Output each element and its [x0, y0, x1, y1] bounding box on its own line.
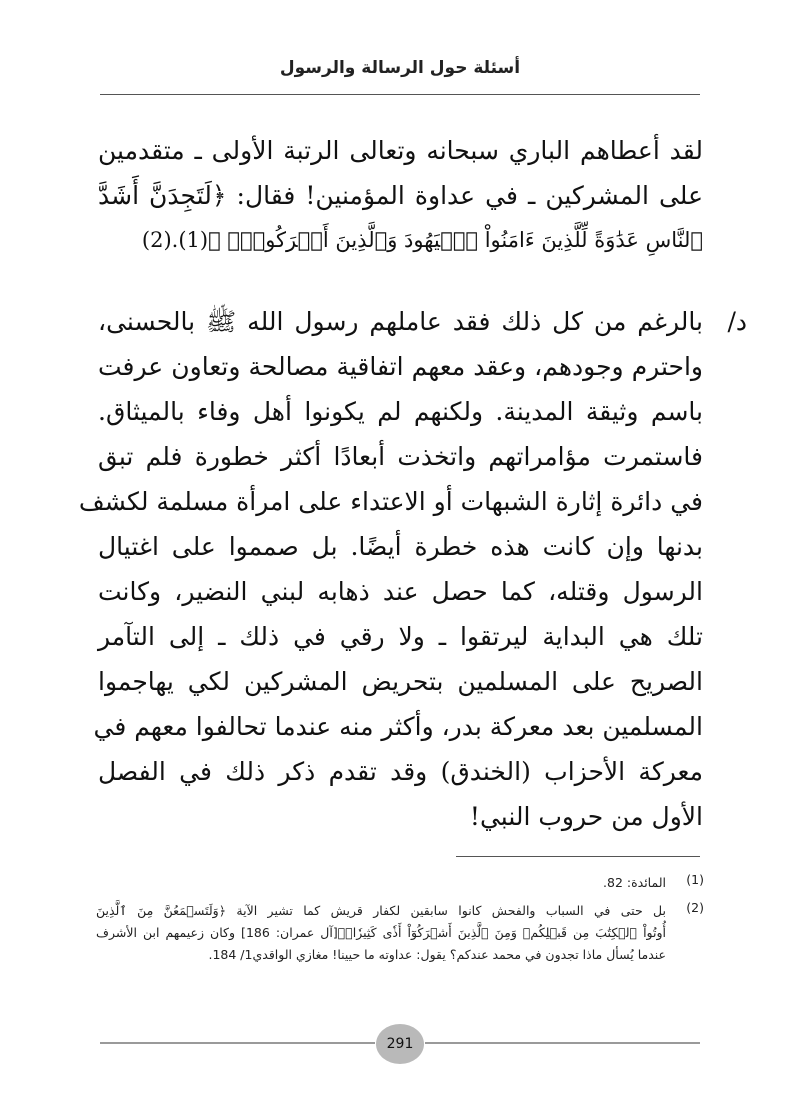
text-line: بدنها وإن كانت هذه خطرة أيضًا. بل صمموا على اغتيال	[98, 532, 703, 561]
list-item-dal	[78, 299, 747, 839]
footer-divider-left	[100, 1042, 375, 1044]
text-line: الأول من حروب النبي!	[469, 802, 703, 831]
quran-verse-line: ٱلنَّاسِ عَدَٰوَةً لِّلَّذِينَ ءَامَنُواْ ٱلۡيَهُودَ وَٱلَّذِينَ أَشۡرَكُواْۖ ﴾(1).(2)	[141, 228, 703, 252]
text-line: المسلمين بعد معركة بدر، وأكثر منه عندما تحالفوا معهم في	[93, 712, 703, 741]
page-number: 291	[376, 1024, 424, 1064]
paragraph	[98, 128, 703, 263]
text-line: باسم وثيقة المدينة. ولكنهم لم يكونوا أهل وفاء بالميثاق.	[98, 397, 703, 426]
running-header: أسئلة حول الرسالة والرسول	[279, 58, 521, 78]
text-line: على المشركين ـ في عداوة المؤمنين! فقال: ﴿لَتَجِدَنَّ أَشَدَّ	[98, 181, 703, 210]
footnotes	[96, 872, 704, 966]
text-line: واحترم وجودهم، وعقد معهم اتفاقية مصالحة وتعاون عرفت	[98, 352, 703, 381]
footnote-line: المائدة: 82.	[603, 875, 666, 890]
text-line: فاستمرت مؤامراتهم واتخذت أبعادًا أكثر خطورة فلم تبق	[98, 442, 703, 471]
footer-divider-right	[425, 1042, 700, 1044]
footnote-number: (1)	[686, 872, 704, 887]
footnote-line: بل حتى في السباب والفحش كانوا سابقين لكفار قريش كما تشير الآية ﴿وَلَتَسۡمَعُنَّ مِنَ ٱلَّذِينَ	[96, 903, 666, 918]
item-marker: د/	[727, 307, 747, 336]
header-divider	[100, 94, 700, 95]
text-line: تلك هي البداية ليرتقوا ـ ولا رقي في ذلك ـ إلى التآمر	[98, 622, 703, 651]
text-line: معركة الأحزاب (الخندق) وقد تقدم ذكر ذلك في الفصل	[98, 757, 703, 786]
footnote-number: (2)	[686, 900, 704, 915]
text-line: الرسول وقتله، كما حصل عند ذهابه لبني النضير، وكانت	[98, 577, 703, 606]
text-line: لقد أعطاهم الباري سبحانه وتعالى الرتبة الأولى ـ متقدمين	[98, 136, 703, 165]
footnote-line: عندما يُسأل ماذا تجدون في محمد عندكم؟ يقول: عداوته ما حيينا! مغازي الواقدي1/ 184.	[208, 947, 666, 962]
footnote-2	[96, 900, 704, 966]
main-text	[78, 128, 747, 839]
text-line: في دائرة إثارة الشبهات أو الاعتداء على امرأة مسلمة لكشف	[78, 487, 703, 516]
footnote-1	[96, 872, 704, 894]
text-line: الصريح على المسلمين بتحريض المشركين لكي يهاجموا	[98, 667, 703, 696]
text-line: بالرغم من كل ذلك فقد عاملهم رسول الله ﷺ بالحسنى،	[98, 307, 703, 336]
footnote-divider	[456, 856, 700, 857]
footnote-line: أُوتُواْ ٱلۡكِتَٰبَ مِن قَبۡلِكُمۡ وَمِنَ ٱلَّذِينَ أَشۡرَكُوٓاْ أَذٗى كَثِيرٗاۚ﴾[آل عمران: 186] وكان زعيمهم ابن الأشرف	[96, 925, 666, 940]
